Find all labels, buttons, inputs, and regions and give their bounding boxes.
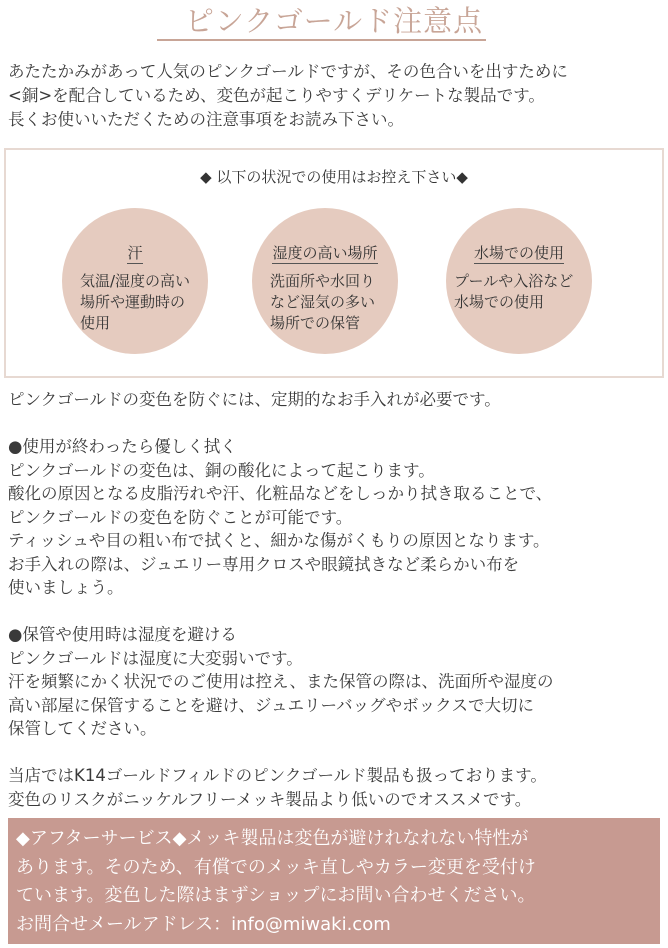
section-line: 酸化の原因となる皮脂汚れや汗、化粧品などをしっかり拭き取ることで、 (8, 484, 553, 503)
page-title: ピンクゴールド注意点 (184, 4, 484, 38)
caution-circle-water (446, 208, 592, 354)
section-line: ティッシュや目の粗い布で拭くと、細かな傷がくもりの原因となります。 (8, 531, 550, 550)
title-underline (157, 39, 486, 41)
after-service-banner (8, 818, 660, 944)
footer-line: ◆アフターサービス◆メッキ製品は変色が避けれなれない特性が (16, 828, 529, 849)
caution-box-title: ◆ 以下の状況での使用はお控え下さい◆ (200, 168, 468, 186)
caution-box (4, 148, 664, 378)
section-line: 使いましょう。 (8, 578, 124, 597)
section-line: 高い部屋に保管することを避け、ジュエリーバッグやボックスで大切に (8, 695, 535, 715)
section-line: ピンクゴールドは湿度に大変弱いです。 (8, 648, 303, 668)
section-heading: ●使用が終わったら優しく拭く (8, 437, 237, 456)
circle-heading: 湿度の高い場所 (272, 244, 378, 262)
section-heading: ●保管や使用時は湿度を避ける (8, 625, 237, 644)
intro-text (8, 60, 664, 132)
section-line: ピンクゴールドの変色を防ぐことが可能です。 (8, 507, 353, 527)
circle-heading: 汗 (127, 244, 143, 262)
care-instructions (8, 388, 664, 811)
intro-line: 長くお使いいただくための注意事項をお読み下さい。 (8, 110, 404, 129)
lead-text: ピンクゴールドの変色を防ぐには、定期的なお手入れが必要です。 (8, 390, 501, 409)
section-line: お手入れの際は、ジュエリー専用クロスや眼鏡拭きなど柔らかい布を (8, 554, 520, 574)
caution-circle-humidity (252, 208, 398, 354)
section-line: ピンクゴールドの変色は、銅の酸化によって起こります。 (8, 460, 435, 480)
footer-line: あります。そのため、有償でのメッキ直しやカラー変更を受付け (16, 856, 536, 878)
contact-email[interactable]: お問合せメールアドレス：info@miwaki.com (16, 913, 391, 935)
intro-line: あたたかみがあって人気のピンクゴールドですが、その色合いを出すために (8, 62, 568, 81)
intro-line: <銅>を配合しているため、変色が起こりやすくデリケートな製品です。 (8, 86, 545, 105)
circle-text: 洗面所や水回り など湿気の多い 場所での保管 (270, 272, 376, 332)
circle-heading: 水場での使用 (473, 244, 564, 262)
section-line: 保管してください。 (8, 719, 157, 738)
closing-line: 変色のリスクがニッケルフリーメッキ製品より低いのでオススメです。 (8, 789, 532, 809)
circle-text: プールや入浴など 水場での使用 (454, 272, 574, 311)
circle-text: 気温/湿度の高い 場所や運動時の 使用 (80, 272, 191, 332)
footer-line: ています。変色した際はまずショップにお問い合わせください。 (16, 885, 536, 906)
closing-line: 当店ではK14ゴールドフィルドのピンクゴールド製品も扱っております。 (8, 766, 547, 785)
caution-circle-sweat (62, 208, 208, 354)
section-line: 汗を頻繁にかく状況でのご使用は控え、また保管の際は、洗面所や湿度の (8, 672, 554, 691)
